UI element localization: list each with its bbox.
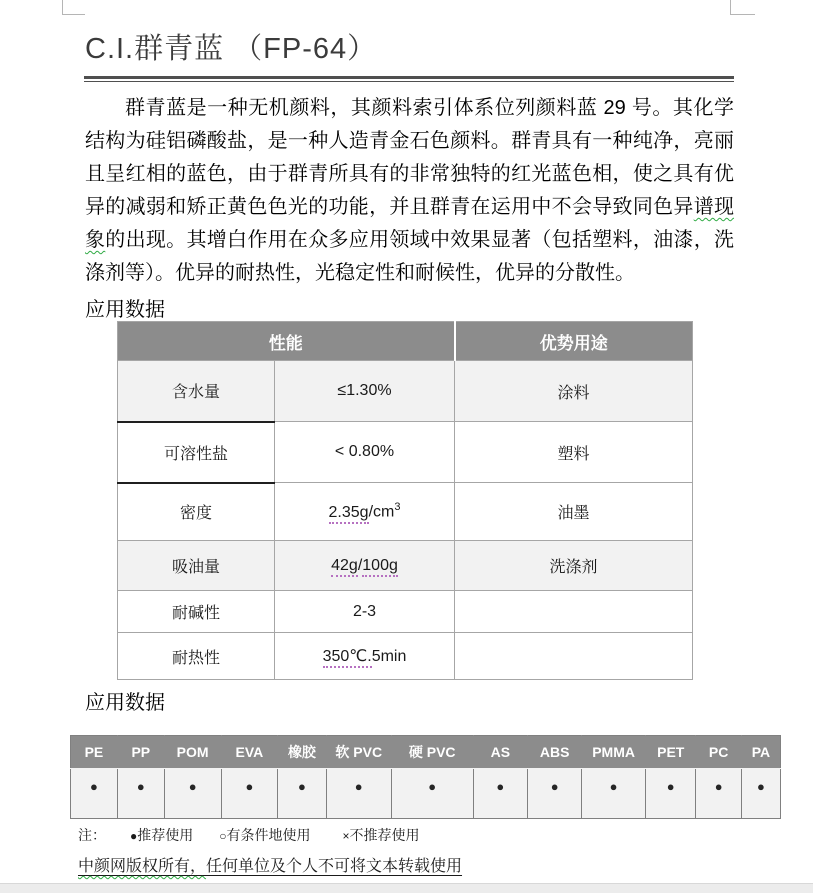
- property-name-cell: 耐碱性: [118, 591, 275, 633]
- value-text: 100g: [362, 557, 398, 577]
- legend-note: [78, 825, 446, 845]
- material-header-cell: PMMA: [582, 736, 646, 769]
- material-header-cell: 硬 PVC: [391, 736, 473, 769]
- material-header-cell: PC: [696, 736, 741, 769]
- material-mark-cell: ●: [696, 769, 741, 819]
- table-row: [118, 483, 693, 541]
- value-text: 350℃.: [323, 648, 372, 668]
- advantage-use-cell: [455, 591, 693, 633]
- margin-crop-mark-top-left: [62, 0, 85, 15]
- material-mark-cell: ●: [221, 769, 278, 819]
- legend-label: 推荐使用: [137, 827, 194, 843]
- advantage-use-cell: [455, 633, 693, 680]
- value-text: /: [357, 556, 363, 574]
- materials-header-row: [71, 736, 781, 769]
- page-bottom-gap: [0, 883, 813, 893]
- property-value-cell: [275, 361, 455, 422]
- property-name-cell: 吸油量: [118, 541, 275, 591]
- legend-label: 有条件地使用: [226, 827, 311, 843]
- title-double-rule: [84, 76, 734, 82]
- material-mark-cell: ●: [646, 769, 696, 819]
- value-text: 42g: [331, 557, 358, 577]
- table-row: [118, 633, 693, 680]
- value-text: < 0.80%: [334, 443, 395, 460]
- material-mark-cell: ●: [391, 769, 473, 819]
- legend-symbol: ●: [130, 829, 138, 843]
- properties-table-body: [118, 361, 693, 680]
- section-heading-application-data-2: 应用数据: [85, 692, 165, 714]
- table-row: [118, 422, 693, 483]
- properties-table-header-row: [118, 322, 693, 361]
- legend-item: [219, 827, 310, 843]
- advantage-use-cell: 洗涤剂: [455, 541, 693, 591]
- intro-text-post: 的出现。其增白作用在众多应用领域中效果显著（包括塑料，油漆，洗涤剂等）。优异的耐热性，光稳定性和耐候性，优异的分散性。: [85, 229, 735, 284]
- copyright-line: [78, 853, 462, 876]
- advantage-use-header-cell: 优势用途: [455, 322, 693, 361]
- material-mark-cell: ●: [278, 769, 326, 819]
- table-row: [118, 361, 693, 422]
- value-text: 5min: [371, 648, 407, 665]
- properties-table: [117, 321, 693, 680]
- property-value-cell: [275, 633, 455, 680]
- material-mark-cell: ●: [473, 769, 528, 819]
- material-mark-cell: ●: [164, 769, 221, 819]
- property-value-cell: [275, 483, 455, 541]
- value-text: 2-3: [352, 602, 377, 620]
- material-header-cell: POM: [164, 736, 221, 769]
- note-label: 注：: [78, 827, 106, 843]
- material-header-cell: PE: [71, 736, 118, 769]
- margin-crop-mark-top-right: [730, 0, 755, 15]
- material-mark-cell: ●: [582, 769, 646, 819]
- material-header-cell: ABS: [528, 736, 582, 769]
- material-header-cell: EVA: [221, 736, 278, 769]
- section-heading-application-data-1: 应用数据: [85, 299, 165, 321]
- materials-table: [70, 735, 781, 819]
- value-text: /cm: [368, 503, 395, 521]
- material-mark-cell: ●: [326, 769, 391, 819]
- table-row: [118, 591, 693, 633]
- advantage-use-cell: 油墨: [455, 483, 693, 541]
- page-title: C.I.群青蓝 （FP-64）: [85, 33, 378, 65]
- spellcheck-marked-text: 谱现象: [85, 196, 735, 251]
- property-value-cell: [275, 591, 455, 633]
- legend-items: [130, 827, 446, 843]
- copyright-spellchecked-text: 中颜网版权所有，: [78, 858, 207, 875]
- material-mark-cell: ●: [741, 769, 780, 819]
- material-header-cell: 软 PVC: [326, 736, 391, 769]
- copyright-rest-text: 任何单位及个人不可将文本转载使用: [206, 858, 463, 875]
- properties-header-cell: 性能: [118, 322, 455, 361]
- advantage-use-cell: 塑料: [455, 422, 693, 483]
- material-header-cell: PET: [646, 736, 696, 769]
- value-text: 2.35g: [329, 504, 369, 524]
- table-row: [118, 541, 693, 591]
- property-name-cell: 可溶性盐: [118, 422, 275, 483]
- legend-symbol: ○: [219, 829, 227, 843]
- property-name-cell: 含水量: [118, 361, 275, 422]
- material-header-cell: PA: [741, 736, 780, 769]
- material-header-cell: AS: [473, 736, 528, 769]
- legend-label: 不推荐使用: [349, 827, 420, 843]
- property-name-cell: 耐热性: [118, 633, 275, 680]
- legend-item: [130, 827, 193, 843]
- intro-text-pre: 群青蓝是一种无机颜料，其颜料索引体系位列颜料蓝 29 号。其化学结构为硅铝磷酸盐，是一种人造青金石色颜料。群青具有一种纯净，亮丽且呈红相的蓝色，由于群青所具有的非常独特的红光蓝色相，使之具有优异的减弱和矫正黄色色光的功能，并且群青在运用中不会导致同色异: [85, 97, 734, 218]
- material-mark-cell: ●: [71, 769, 118, 819]
- materials-marks-row: [71, 769, 781, 819]
- property-name-cell: 密度: [118, 483, 275, 541]
- advantage-use-cell: 涂料: [455, 361, 693, 422]
- legend-symbol: ×: [342, 829, 350, 843]
- property-value-cell: [275, 422, 455, 483]
- material-header-cell: 橡胶: [278, 736, 326, 769]
- property-value-cell: [275, 541, 455, 591]
- intro-paragraph: [85, 92, 734, 290]
- material-header-cell: PP: [117, 736, 164, 769]
- material-mark-cell: ●: [117, 769, 164, 819]
- value-text: 3: [394, 501, 401, 514]
- legend-item: [343, 827, 420, 843]
- value-text: ≤1.30%: [337, 382, 392, 399]
- material-mark-cell: ●: [528, 769, 582, 819]
